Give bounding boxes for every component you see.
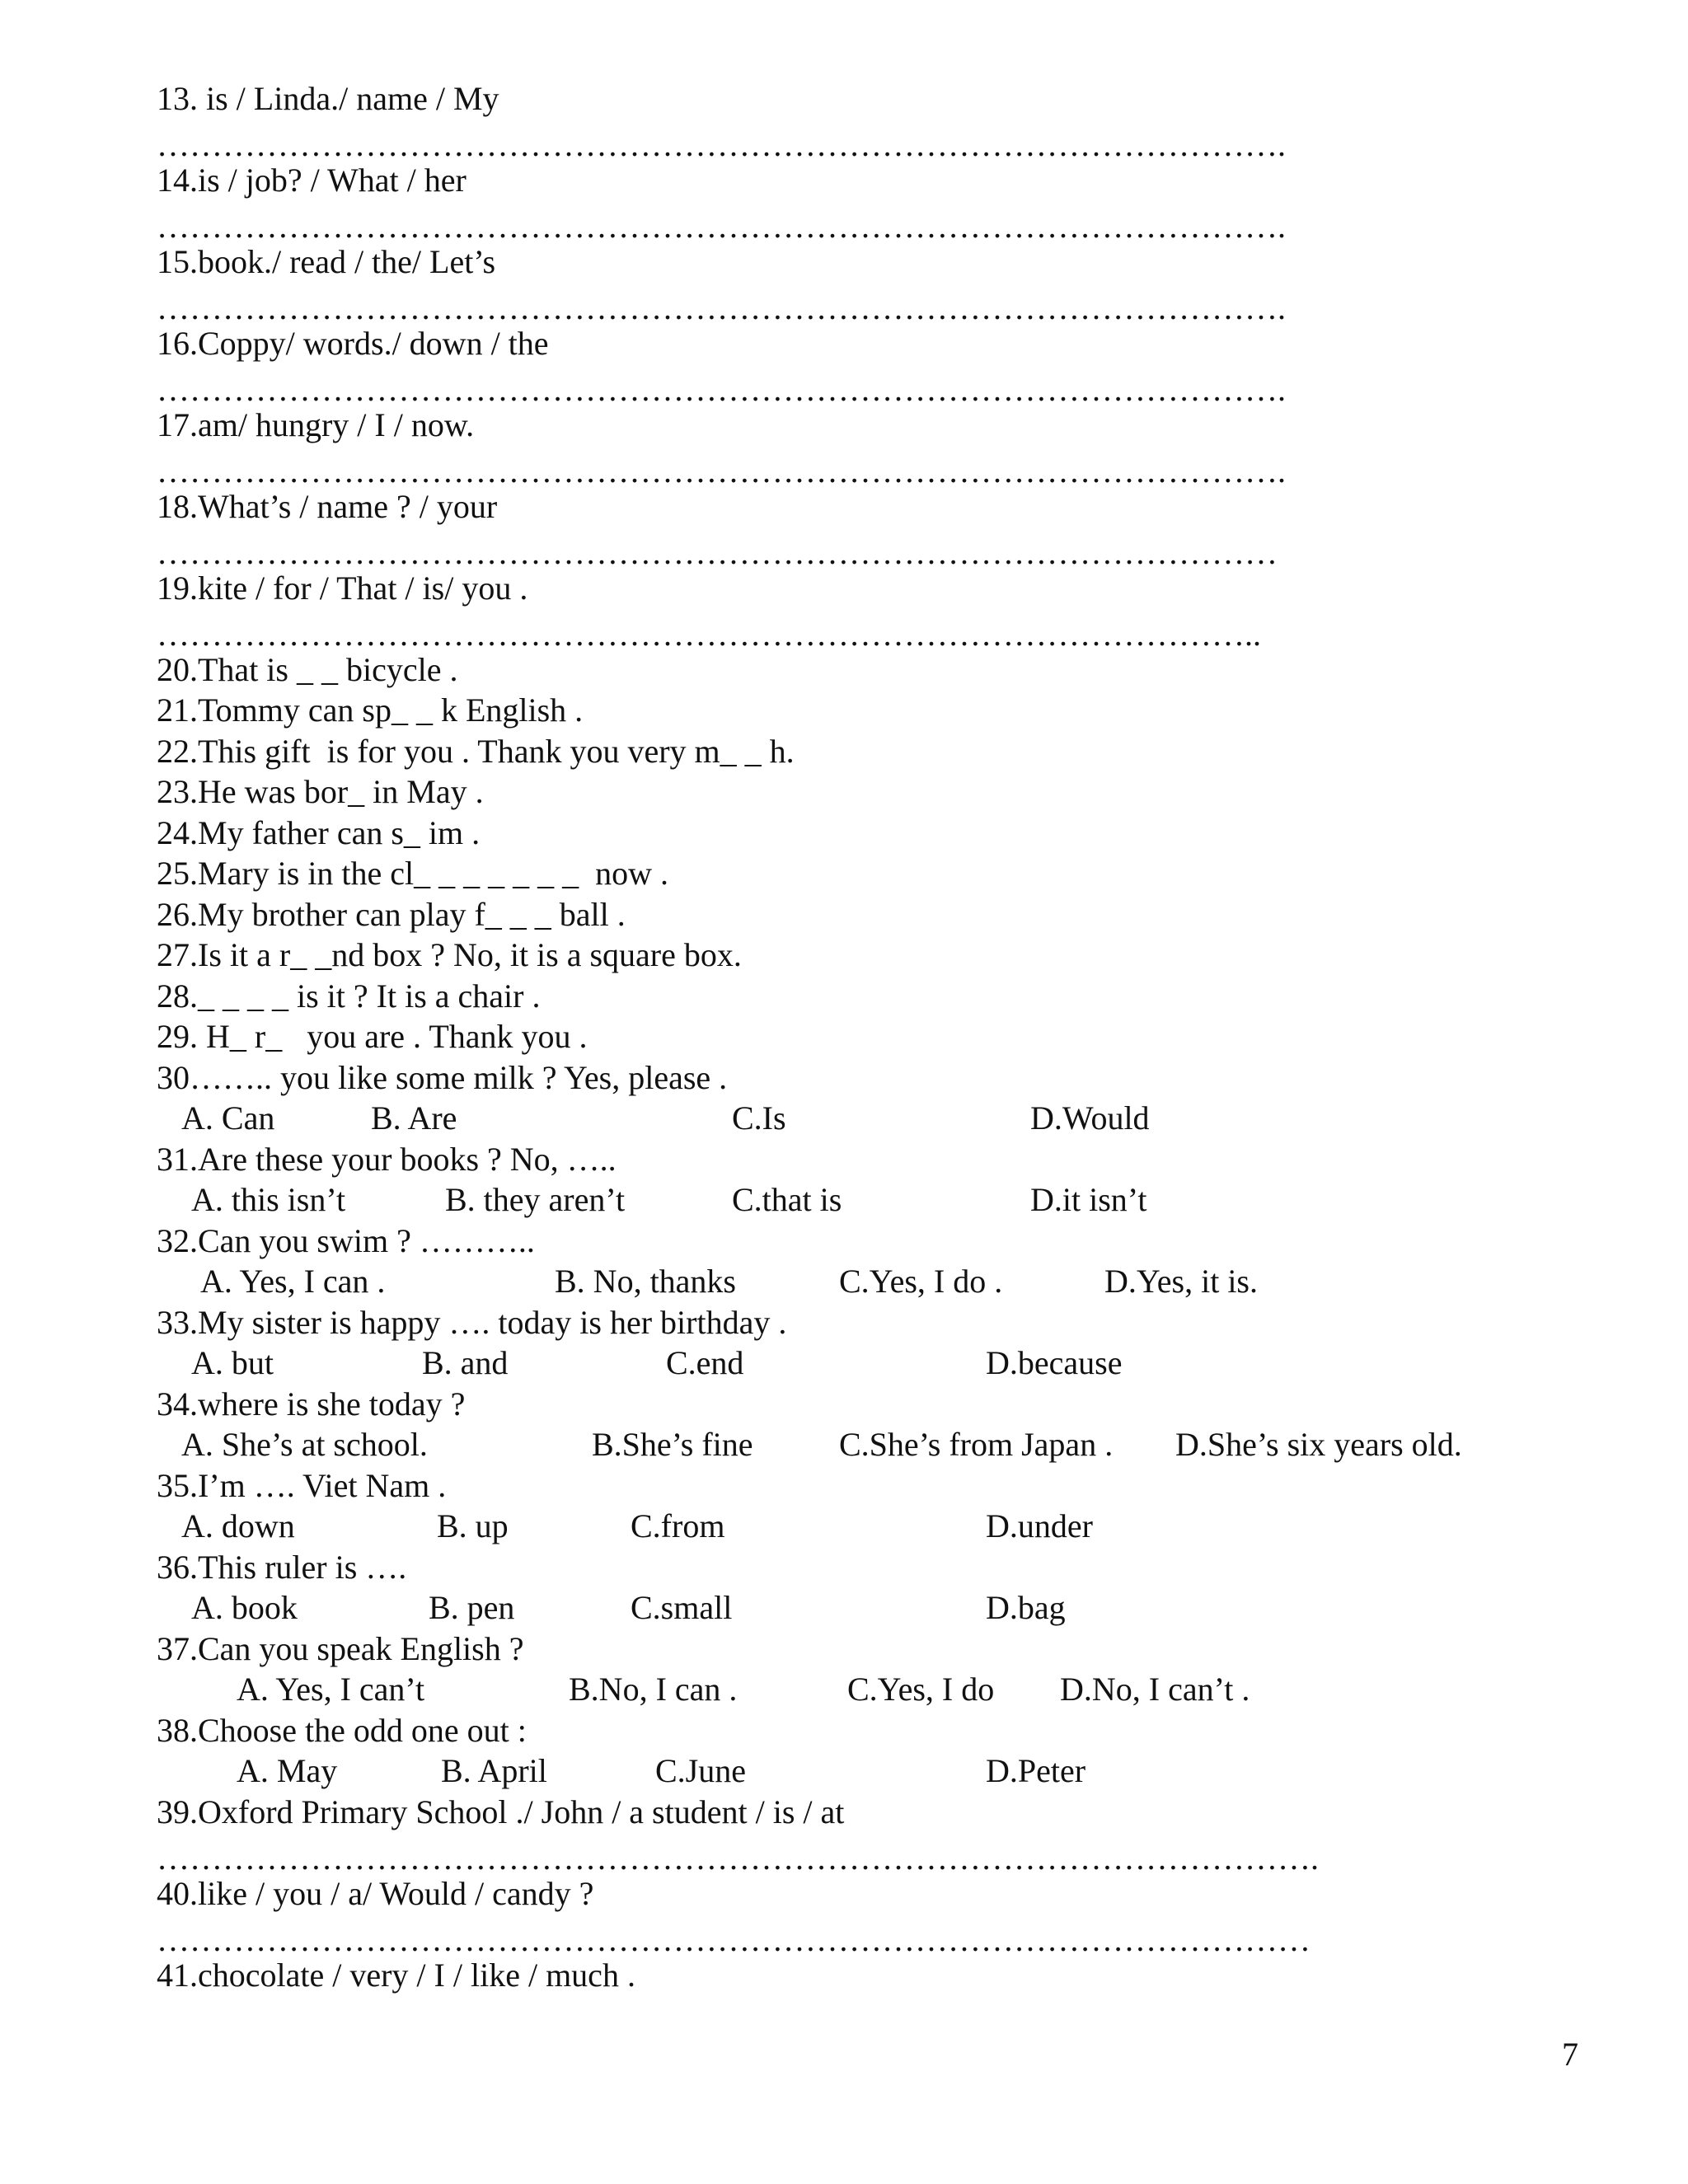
answer-line-19: ……………………………………………………………………………………….. xyxy=(157,616,1261,653)
option-30-a: A. Can xyxy=(181,1099,275,1137)
answer-line-13: …………………………………………………………………………………………. xyxy=(157,126,1286,163)
answer-line-18: ………………………………………………………………………………………… xyxy=(157,534,1278,571)
question-30: 30…….. you like some milk ? Yes, please . xyxy=(157,1059,728,1096)
question-20: 20.That is _ _ bicycle . xyxy=(157,651,458,688)
option-35-a: A. down xyxy=(181,1507,295,1544)
question-17: 17.am/ hungry / I / now. xyxy=(157,406,475,443)
question-37: 37.Can you speak English ? xyxy=(157,1630,524,1667)
page-number: 7 xyxy=(1562,2036,1578,2073)
question-13: 13. is / Linda./ name / My xyxy=(157,80,499,117)
option-33-d: D.because xyxy=(986,1344,1123,1381)
question-34: 34.where is she today ? xyxy=(157,1385,466,1422)
option-37-d: D.No, I can’t . xyxy=(1060,1671,1250,1708)
question-29: 29. H_ r_ you are . Thank you . xyxy=(157,1018,588,1055)
option-34-a: A. She’s at school. xyxy=(181,1426,428,1463)
option-32-b: B. No, thanks xyxy=(555,1263,736,1300)
question-33: 33.My sister is happy …. today is her birthday . xyxy=(157,1304,787,1341)
option-30-b: B. Are xyxy=(371,1099,457,1137)
question-21: 21.Tommy can sp_ _ k English . xyxy=(157,691,584,729)
option-37-b: B.No, I can . xyxy=(569,1671,738,1708)
option-31-b: B. they aren’t xyxy=(445,1181,626,1218)
option-34-b: B.She’s fine xyxy=(592,1426,753,1463)
option-35-d: D.under xyxy=(986,1507,1093,1544)
question-35: 35.I’m …. Viet Nam . xyxy=(157,1467,447,1504)
option-38-d: D.Peter xyxy=(986,1752,1086,1789)
question-14: 14.is / job? / What / her xyxy=(157,162,467,199)
option-36-b: B. pen xyxy=(429,1589,515,1626)
option-32-a: A. Yes, I can . xyxy=(200,1263,386,1300)
option-36-a: A. book xyxy=(191,1589,298,1626)
option-31-d: D.it isn’t xyxy=(1030,1181,1147,1218)
answer-line-39: ……………………………………………………………………………………………. xyxy=(157,1840,1319,1877)
option-37-c: C.Yes, I do xyxy=(847,1671,995,1708)
option-32-d: D.Yes, it is. xyxy=(1104,1263,1258,1300)
question-22: 22.This gift is for you . Thank you very m_ _ h. xyxy=(157,733,795,770)
question-25: 25.Mary is in the cl_ _ _ _ _ _ _ now . xyxy=(157,855,669,892)
question-32: 32.Can you swim ? ……….. xyxy=(157,1222,535,1259)
question-39: 39.Oxford Primary School ./ John / a student / is / at xyxy=(157,1793,845,1830)
option-30-c: C.Is xyxy=(732,1099,786,1137)
question-40: 40.like / you / a/ Would / candy ? xyxy=(157,1875,594,1912)
question-28: 28._ _ _ _ is it ? It is a chair . xyxy=(157,977,541,1015)
question-27: 27.Is it a r_ _nd box ? No, it is a square box. xyxy=(157,936,742,973)
option-34-c: C.She’s from Japan . xyxy=(839,1426,1114,1463)
option-31-c: C.that is xyxy=(732,1181,842,1218)
answer-line-15: …………………………………………………………………………………………. xyxy=(157,289,1286,326)
question-19: 19.kite / for / That / is/ you . xyxy=(157,569,528,607)
answer-line-17: …………………………………………………………………………………………. xyxy=(157,452,1286,490)
question-23: 23.He was bor_ in May . xyxy=(157,773,484,810)
option-31-a: A. this isn’t xyxy=(191,1181,346,1218)
option-35-c: C.from xyxy=(631,1507,725,1544)
answer-line-40: …………………………………………………………………………………………… xyxy=(157,1921,1311,1958)
question-41: 41.chocolate / very / I / like / much . xyxy=(157,1957,635,1994)
question-36: 36.This ruler is …. xyxy=(157,1549,407,1586)
option-38-a: A. May xyxy=(237,1752,338,1789)
option-33-b: B. and xyxy=(422,1344,509,1381)
option-36-d: D.bag xyxy=(986,1589,1066,1626)
option-32-c: C.Yes, I do . xyxy=(839,1263,1003,1300)
option-34-d: D.She’s six years old. xyxy=(1175,1426,1462,1463)
option-36-c: C.small xyxy=(631,1589,733,1626)
answer-line-16: …………………………………………………………………………………………. xyxy=(157,371,1286,408)
option-37-a: A. Yes, I can’t xyxy=(237,1671,425,1708)
question-24: 24.My father can s_ im . xyxy=(157,814,481,851)
option-33-c: C.end xyxy=(666,1344,744,1381)
option-30-d: D.Would xyxy=(1030,1099,1150,1137)
question-18: 18.What’s / name ? / your xyxy=(157,488,498,525)
question-16: 16.Coppy/ words./ down / the xyxy=(157,325,549,362)
question-26: 26.My brother can play f_ _ _ ball . xyxy=(157,896,626,933)
question-15: 15.book./ read / the/ Let’s xyxy=(157,243,496,280)
question-31: 31.Are these your books ? No, ….. xyxy=(157,1141,617,1178)
question-38: 38.Choose the odd one out : xyxy=(157,1712,527,1749)
option-38-b: B. April xyxy=(441,1752,547,1789)
option-35-b: B. up xyxy=(437,1507,509,1544)
answer-line-14: …………………………………………………………………………………………. xyxy=(157,208,1286,245)
option-33-a: A. but xyxy=(191,1344,274,1381)
option-38-c: C.June xyxy=(655,1752,746,1789)
